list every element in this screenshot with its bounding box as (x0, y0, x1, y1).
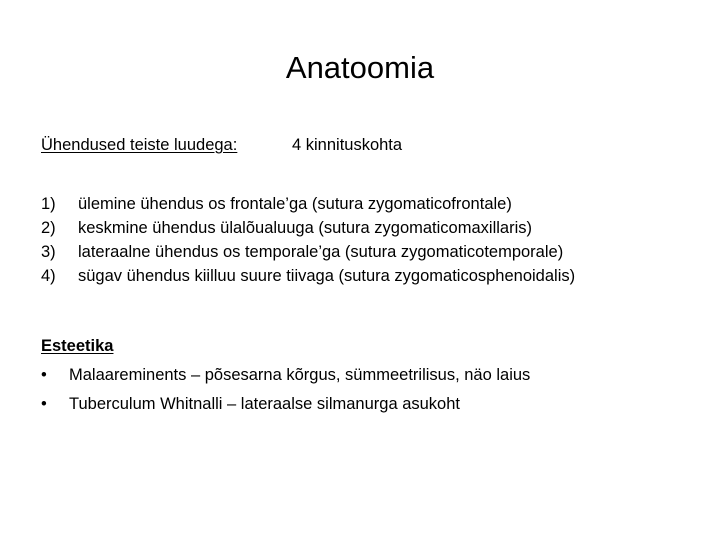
connections-heading: Ühendused teiste luudega: (41, 136, 238, 154)
list-item (41, 218, 575, 242)
list-item-text: sügav ühendus kiilluu suure tiivaga (sutura zygomaticosphenoidalis) (78, 267, 576, 285)
bullet-icon: • (41, 366, 47, 384)
connections-list (41, 194, 575, 290)
connections-count-note: 4 kinnituskohta (292, 136, 403, 154)
list-item (41, 365, 530, 394)
esteetika-list (41, 365, 530, 423)
list-item (41, 242, 575, 266)
list-item-text: lateraalne ühendus os temporale’ga (sutura zygomaticotemporale) (78, 243, 564, 261)
list-item-text: ülemine ühendus os frontale’ga (sutura zygomaticofrontale) (78, 195, 512, 213)
list-item-text: keskmine ühendus ülalõualuuga (sutura zygomaticomaxillaris) (78, 219, 532, 237)
list-item-text: Malaareminents – põsesarna kõrgus, sümmeetrilisus, näo laius (69, 366, 531, 384)
list-item-number: 2) (41, 219, 56, 237)
list-item (41, 394, 530, 423)
list-item-number: 3) (41, 243, 56, 261)
list-item (41, 266, 575, 290)
slide-title: Anatoomia (285, 50, 435, 85)
bullet-icon: • (41, 395, 47, 413)
esteetika-heading: Esteetika (41, 337, 114, 355)
list-item-number: 4) (41, 267, 56, 285)
list-item (41, 194, 575, 218)
list-item-number: 1) (41, 195, 56, 213)
list-item-text: Tuberculum Whitnalli – lateraalse silmanurga asukoht (69, 395, 460, 413)
